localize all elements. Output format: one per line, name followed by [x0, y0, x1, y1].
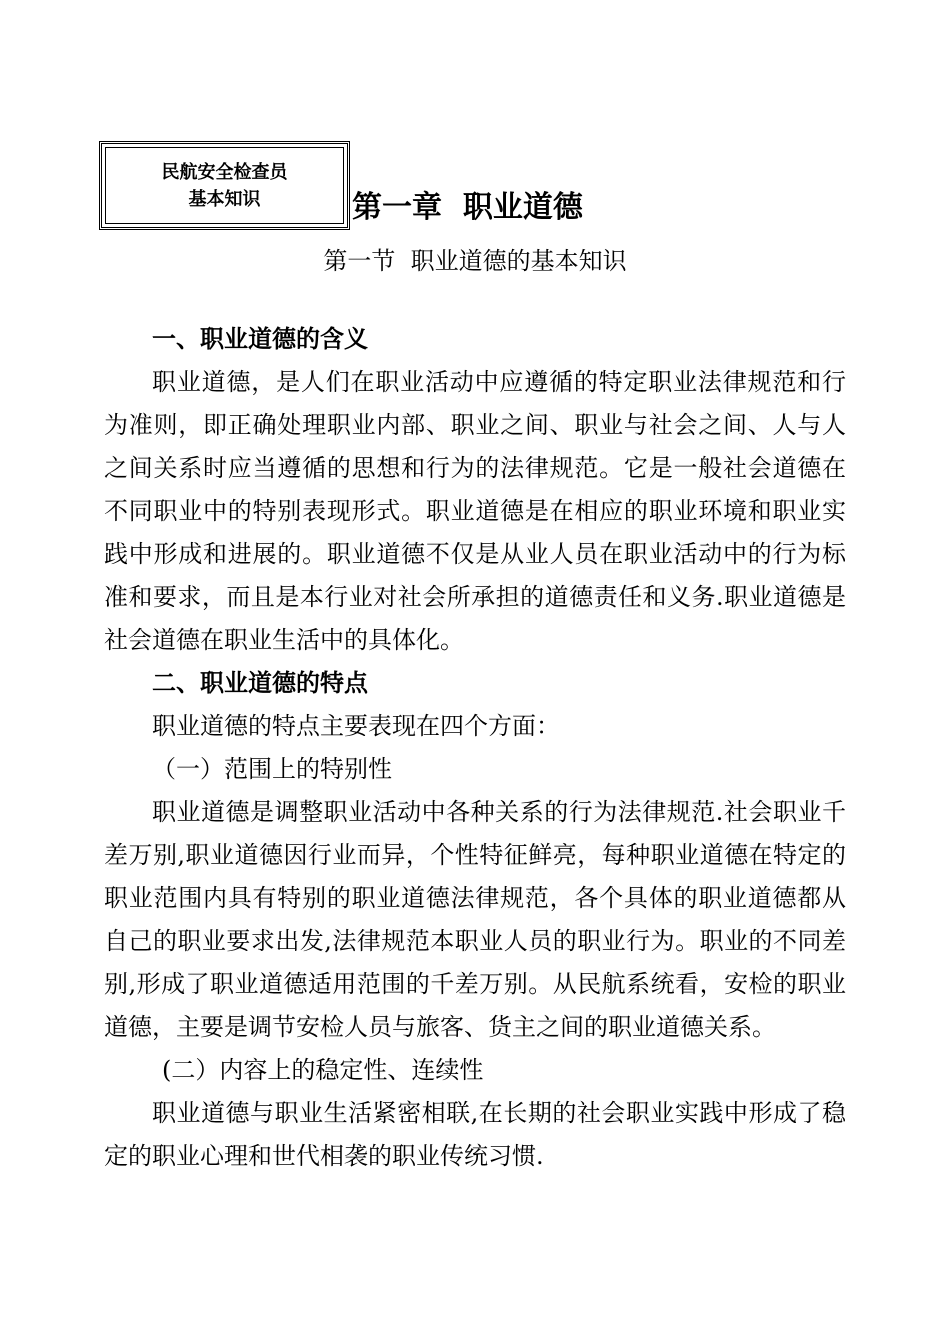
heading-definition: 一、职业道德的含义 — [152, 325, 368, 353]
document-body — [104, 318, 846, 1178]
document-label-box — [99, 141, 350, 230]
paragraph-definition: 职业道德，是人们在职业活动中应遵循的特定职业法律规范和行为准则，即正确处理职业内部、职业之间、职业与社会之间、人与人之间关系时应当遵循的思想和行为的法律规范。它是一般社会道德在不同职业中的特别表现形式。职业道德是在相应的职业环境和职业实践中形成和进展的。职业道德不仅是从业人员在职业活动中的行为标准和要求，而且是本行业对社会所承担的道德责任和义务.职业道德是社会道德在职业生活中的具体化。 — [104, 368, 846, 654]
section-title: 第一节 职业道德的基本知识 — [323, 247, 627, 275]
chapter-title: 第一章 职业道德 — [352, 190, 583, 225]
paragraph-characteristics-intro: 职业道德的特点主要表现在四个方面： — [152, 712, 560, 740]
box-line-2: 基本知识 — [188, 188, 261, 210]
paragraph-scope: 职业道德是调整职业活动中各种关系的行为法律规范.社会职业千差万别,职业道德因行业而异，个性特征鲜亮，每种职业道德在特定的职业范围内具有特别的职业道德法律规范，各个具体的职业道德都从自己的职业要求出发,法律规范本职业人员的职业行为。职业的不同差别,形成了职业道德适用范围的千差万别。从民航系统看，安检的职业道德，主要是调节安检人员与旅客、货主之间的职业道德关系。 — [104, 798, 846, 1041]
box-line-1: 民航安全检查员 — [161, 161, 288, 183]
paragraph-stability: 职业道德与职业生活紧密相联,在长期的社会职业实践中形成了稳定的职业心理和世代相袭的职业传统习惯. — [104, 1099, 846, 1170]
subheading-scope: （一）范围上的特别性 — [152, 755, 392, 783]
heading-characteristics: 二、职业道德的特点 — [152, 669, 368, 697]
subheading-stability: (二）内容上的稳定性、连续性 — [162, 1056, 484, 1084]
